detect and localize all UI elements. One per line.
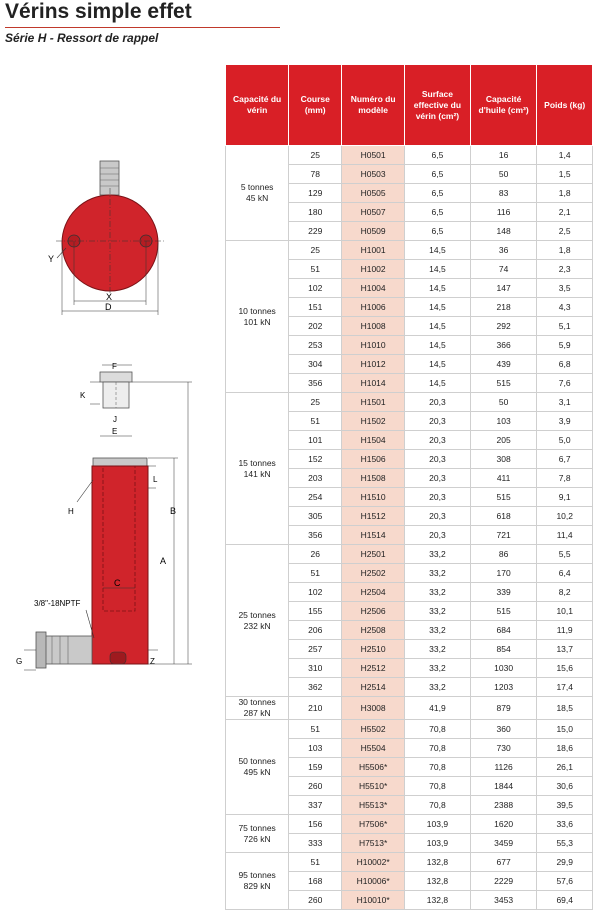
oil-cell: 677 <box>470 853 537 872</box>
oil-cell: 50 <box>470 393 537 412</box>
area-cell: 132,8 <box>405 872 471 891</box>
model-cell: H5502 <box>342 720 405 739</box>
model-cell: H0505 <box>342 184 405 203</box>
model-cell: H1508 <box>342 469 405 488</box>
header-area: Surface effective du vérin (cm²) <box>405 65 471 146</box>
weight-cell: 2,3 <box>537 260 593 279</box>
weight-cell: 1,8 <box>537 241 593 260</box>
oil-cell: 854 <box>470 640 537 659</box>
stroke-cell: 51 <box>289 564 342 583</box>
model-cell: H1004 <box>342 279 405 298</box>
oil-cell: 515 <box>470 374 537 393</box>
capacity-cell <box>226 545 289 697</box>
header-weight: Poids (kg) <box>537 65 593 146</box>
oil-cell: 148 <box>470 222 537 241</box>
model-cell: H2504 <box>342 583 405 602</box>
capacity-cell <box>226 853 289 910</box>
table-row <box>226 720 593 739</box>
stroke-cell: 152 <box>289 450 342 469</box>
weight-cell: 2,1 <box>537 203 593 222</box>
area-cell: 14,5 <box>405 374 471 393</box>
title-underline <box>5 27 280 28</box>
area-cell: 33,2 <box>405 621 471 640</box>
label-l: L <box>153 475 158 484</box>
oil-cell: 3453 <box>470 891 537 910</box>
area-cell: 33,2 <box>405 678 471 697</box>
side-view <box>16 362 192 670</box>
oil-cell: 1030 <box>470 659 537 678</box>
stroke-cell: 102 <box>289 279 342 298</box>
stroke-cell: 102 <box>289 583 342 602</box>
area-cell: 20,3 <box>405 450 471 469</box>
stroke-cell: 159 <box>289 758 342 777</box>
stroke-cell: 103 <box>289 739 342 758</box>
stroke-cell: 337 <box>289 796 342 815</box>
stroke-cell: 362 <box>289 678 342 697</box>
model-cell: H1010 <box>342 336 405 355</box>
model-cell: H0501 <box>342 146 405 165</box>
model-cell: H7513* <box>342 834 405 853</box>
capacity-line: 495 kN <box>243 767 271 777</box>
capacity-cell <box>226 720 289 815</box>
area-cell: 6,5 <box>405 184 471 203</box>
stroke-cell: 156 <box>289 815 342 834</box>
capacity-line: 5 tonnes <box>240 182 274 192</box>
model-cell: H1002 <box>342 260 405 279</box>
weight-cell: 30,6 <box>537 777 593 796</box>
model-cell: H2514 <box>342 678 405 697</box>
area-cell: 33,2 <box>405 659 471 678</box>
area-cell: 70,8 <box>405 739 471 758</box>
model-cell: H0503 <box>342 165 405 184</box>
model-cell: H2510 <box>342 640 405 659</box>
stroke-cell: 25 <box>289 393 342 412</box>
model-cell: H0509 <box>342 222 405 241</box>
top-view <box>48 161 164 315</box>
model-cell: H0507 <box>342 203 405 222</box>
oil-cell: 103 <box>470 412 537 431</box>
oil-cell: 147 <box>470 279 537 298</box>
area-cell: 20,3 <box>405 526 471 545</box>
area-cell: 6,5 <box>405 146 471 165</box>
label-b: B <box>170 506 177 516</box>
area-cell: 20,3 <box>405 488 471 507</box>
label-c: C <box>114 578 121 588</box>
capacity-line: 30 tonnes <box>238 697 276 707</box>
capacity-cell <box>226 241 289 393</box>
stroke-cell: 51 <box>289 720 342 739</box>
area-cell: 6,5 <box>405 165 471 184</box>
model-cell: H1514 <box>342 526 405 545</box>
model-cell: H1501 <box>342 393 405 412</box>
weight-cell: 5,0 <box>537 431 593 450</box>
model-cell: H7506* <box>342 815 405 834</box>
stroke-cell: 51 <box>289 260 342 279</box>
area-cell: 103,9 <box>405 834 471 853</box>
area-cell: 14,5 <box>405 241 471 260</box>
model-cell: H1502 <box>342 412 405 431</box>
model-cell: H1510 <box>342 488 405 507</box>
capacity-line: 45 kN <box>246 193 269 203</box>
stroke-cell: 180 <box>289 203 342 222</box>
area-cell: 33,2 <box>405 564 471 583</box>
table-row <box>226 815 593 834</box>
label-j: J <box>113 415 117 424</box>
weight-cell: 6,7 <box>537 450 593 469</box>
stroke-cell: 356 <box>289 526 342 545</box>
oil-cell: 730 <box>470 739 537 758</box>
area-cell: 41,9 <box>405 697 471 720</box>
area-cell: 70,8 <box>405 720 471 739</box>
stroke-cell: 229 <box>289 222 342 241</box>
weight-cell: 7,6 <box>537 374 593 393</box>
weight-cell: 6,8 <box>537 355 593 374</box>
label-y: Y <box>48 254 55 264</box>
oil-cell: 170 <box>470 564 537 583</box>
weight-cell: 15,6 <box>537 659 593 678</box>
weight-cell: 29,9 <box>537 853 593 872</box>
table-row <box>226 146 593 165</box>
area-cell: 14,5 <box>405 279 471 298</box>
oil-cell: 74 <box>470 260 537 279</box>
oil-cell: 515 <box>470 488 537 507</box>
model-cell: H2502 <box>342 564 405 583</box>
capacity-cell <box>226 146 289 241</box>
oil-cell: 205 <box>470 431 537 450</box>
capacity-line: 829 kN <box>243 881 271 891</box>
weight-cell: 10,2 <box>537 507 593 526</box>
stroke-cell: 101 <box>289 431 342 450</box>
stroke-cell: 253 <box>289 336 342 355</box>
oil-cell: 515 <box>470 602 537 621</box>
model-cell: H2508 <box>342 621 405 640</box>
table-row <box>226 545 593 564</box>
oil-cell: 339 <box>470 583 537 602</box>
weight-cell: 18,6 <box>537 739 593 758</box>
stroke-cell: 260 <box>289 777 342 796</box>
weight-cell: 15,0 <box>537 720 593 739</box>
label-h: H <box>68 507 74 516</box>
model-cell: H1014 <box>342 374 405 393</box>
weight-cell: 2,5 <box>537 222 593 241</box>
stroke-cell: 260 <box>289 891 342 910</box>
label-d: D <box>105 302 112 312</box>
weight-cell: 4,3 <box>537 298 593 317</box>
specification-table <box>225 64 593 910</box>
weight-cell: 10,1 <box>537 602 593 621</box>
stroke-cell: 206 <box>289 621 342 640</box>
capacity-cell <box>226 697 289 720</box>
model-cell: H1512 <box>342 507 405 526</box>
weight-cell: 3,1 <box>537 393 593 412</box>
area-cell: 33,2 <box>405 583 471 602</box>
oil-cell: 618 <box>470 507 537 526</box>
stroke-cell: 310 <box>289 659 342 678</box>
oil-cell: 1203 <box>470 678 537 697</box>
label-f: F <box>112 362 117 371</box>
oil-cell: 1620 <box>470 815 537 834</box>
capacity-cell <box>226 393 289 545</box>
capacity-line: 15 tonnes <box>238 457 276 468</box>
stroke-cell: 25 <box>289 146 342 165</box>
area-cell: 14,5 <box>405 355 471 374</box>
area-cell: 14,5 <box>405 298 471 317</box>
model-cell: H1504 <box>342 431 405 450</box>
weight-cell: 6,4 <box>537 564 593 583</box>
label-port: 3/8"-18NPTF <box>34 599 81 608</box>
oil-cell: 86 <box>470 545 537 564</box>
header-model: Numéro du modèle <box>342 65 405 146</box>
capacity-cell <box>226 815 289 853</box>
stroke-cell: 210 <box>289 697 342 720</box>
oil-cell: 411 <box>470 469 537 488</box>
model-cell: H10006* <box>342 872 405 891</box>
capacity-line: 726 kN <box>243 833 271 844</box>
area-cell: 6,5 <box>405 222 471 241</box>
area-cell: 70,8 <box>405 777 471 796</box>
area-cell: 20,3 <box>405 507 471 526</box>
weight-cell: 17,4 <box>537 678 593 697</box>
label-k: K <box>80 391 86 400</box>
cylinder-diagram <box>0 140 222 700</box>
area-cell: 20,3 <box>405 469 471 488</box>
area-cell: 70,8 <box>405 796 471 815</box>
area-cell: 14,5 <box>405 336 471 355</box>
stroke-cell: 202 <box>289 317 342 336</box>
area-cell: 20,3 <box>405 431 471 450</box>
capacity-line: 75 tonnes <box>238 822 276 833</box>
stroke-cell: 51 <box>289 412 342 431</box>
model-cell: H5504 <box>342 739 405 758</box>
model-cell: H1008 <box>342 317 405 336</box>
model-cell: H3008 <box>342 697 405 720</box>
weight-cell: 1,5 <box>537 165 593 184</box>
model-cell: H1506 <box>342 450 405 469</box>
model-cell: H10010* <box>342 891 405 910</box>
page-title: Vérins simple effet <box>5 0 192 23</box>
weight-cell: 26,1 <box>537 758 593 777</box>
stroke-cell: 26 <box>289 545 342 564</box>
model-cell: H5510* <box>342 777 405 796</box>
table-row <box>226 241 593 260</box>
weight-cell: 5,5 <box>537 545 593 564</box>
area-cell: 33,2 <box>405 602 471 621</box>
header-oil: Capacité d'huile (cm³) <box>470 65 537 146</box>
oil-cell: 16 <box>470 146 537 165</box>
oil-cell: 684 <box>470 621 537 640</box>
area-cell: 6,5 <box>405 203 471 222</box>
stroke-cell: 151 <box>289 298 342 317</box>
oil-cell: 721 <box>470 526 537 545</box>
model-cell: H5506* <box>342 758 405 777</box>
weight-cell: 9,1 <box>537 488 593 507</box>
oil-cell: 439 <box>470 355 537 374</box>
stroke-cell: 257 <box>289 640 342 659</box>
header-stroke: Course (mm) <box>289 65 342 146</box>
weight-cell: 5,1 <box>537 317 593 336</box>
oil-cell: 366 <box>470 336 537 355</box>
model-cell: H1006 <box>342 298 405 317</box>
capacity-line: 101 kN <box>243 316 271 327</box>
weight-cell: 55,3 <box>537 834 593 853</box>
oil-cell: 292 <box>470 317 537 336</box>
header-capacity: Capacité du vérin <box>226 65 289 146</box>
oil-cell: 83 <box>470 184 537 203</box>
label-e: E <box>112 427 118 436</box>
stroke-cell: 304 <box>289 355 342 374</box>
area-cell: 103,9 <box>405 815 471 834</box>
table-row <box>226 853 593 872</box>
stroke-cell: 51 <box>289 853 342 872</box>
weight-cell: 33,6 <box>537 815 593 834</box>
model-cell: H10002* <box>342 853 405 872</box>
weight-cell: 13,7 <box>537 640 593 659</box>
label-z: Z <box>150 657 155 666</box>
area-cell: 14,5 <box>405 260 471 279</box>
table-row <box>226 697 593 720</box>
oil-cell: 1126 <box>470 758 537 777</box>
page-subtitle: Série H - Ressort de rappel <box>5 31 159 45</box>
weight-cell: 11,4 <box>537 526 593 545</box>
model-cell: H1001 <box>342 241 405 260</box>
weight-cell: 57,6 <box>537 872 593 891</box>
model-cell: H2512 <box>342 659 405 678</box>
area-cell: 20,3 <box>405 393 471 412</box>
area-cell: 14,5 <box>405 317 471 336</box>
stroke-cell: 155 <box>289 602 342 621</box>
stroke-cell: 203 <box>289 469 342 488</box>
oil-cell: 2229 <box>470 872 537 891</box>
stroke-cell: 25 <box>289 241 342 260</box>
area-cell: 70,8 <box>405 758 471 777</box>
oil-cell: 1844 <box>470 777 537 796</box>
oil-cell: 116 <box>470 203 537 222</box>
stroke-cell: 168 <box>289 872 342 891</box>
area-cell: 132,8 <box>405 891 471 910</box>
label-x: X <box>106 292 113 302</box>
model-cell: H1012 <box>342 355 405 374</box>
capacity-line: 50 tonnes <box>238 756 276 766</box>
model-cell: H5513* <box>342 796 405 815</box>
oil-cell: 36 <box>470 241 537 260</box>
weight-cell: 8,2 <box>537 583 593 602</box>
weight-cell: 18,5 <box>537 697 593 720</box>
oil-cell: 308 <box>470 450 537 469</box>
oil-cell: 50 <box>470 165 537 184</box>
stroke-cell: 305 <box>289 507 342 526</box>
weight-cell: 1,8 <box>537 184 593 203</box>
weight-cell: 11,9 <box>537 621 593 640</box>
weight-cell: 69,4 <box>537 891 593 910</box>
stroke-cell: 356 <box>289 374 342 393</box>
oil-cell: 218 <box>470 298 537 317</box>
area-cell: 20,3 <box>405 412 471 431</box>
stroke-cell: 333 <box>289 834 342 853</box>
area-cell: 33,2 <box>405 545 471 564</box>
label-a: A <box>160 556 167 566</box>
capacity-line: 95 tonnes <box>238 870 276 880</box>
oil-cell: 3459 <box>470 834 537 853</box>
capacity-line: 287 kN <box>243 708 271 718</box>
label-g: G <box>16 657 23 666</box>
weight-cell: 3,9 <box>537 412 593 431</box>
stroke-cell: 129 <box>289 184 342 203</box>
oil-cell: 360 <box>470 720 537 739</box>
weight-cell: 39,5 <box>537 796 593 815</box>
area-cell: 33,2 <box>405 640 471 659</box>
oil-cell: 2388 <box>470 796 537 815</box>
oil-cell: 879 <box>470 697 537 720</box>
capacity-line: 232 kN <box>243 620 271 631</box>
weight-cell: 3,5 <box>537 279 593 298</box>
model-cell: H2506 <box>342 602 405 621</box>
stroke-cell: 254 <box>289 488 342 507</box>
capacity-line: 10 tonnes <box>238 305 276 316</box>
weight-cell: 5,9 <box>537 336 593 355</box>
weight-cell: 1,4 <box>537 146 593 165</box>
capacity-line: 25 tonnes <box>238 609 276 620</box>
stroke-cell: 78 <box>289 165 342 184</box>
table-row <box>226 393 593 412</box>
table-body <box>226 146 593 910</box>
weight-cell: 7,8 <box>537 469 593 488</box>
model-cell: H2501 <box>342 545 405 564</box>
area-cell: 132,8 <box>405 853 471 872</box>
capacity-line: 141 kN <box>243 468 271 479</box>
